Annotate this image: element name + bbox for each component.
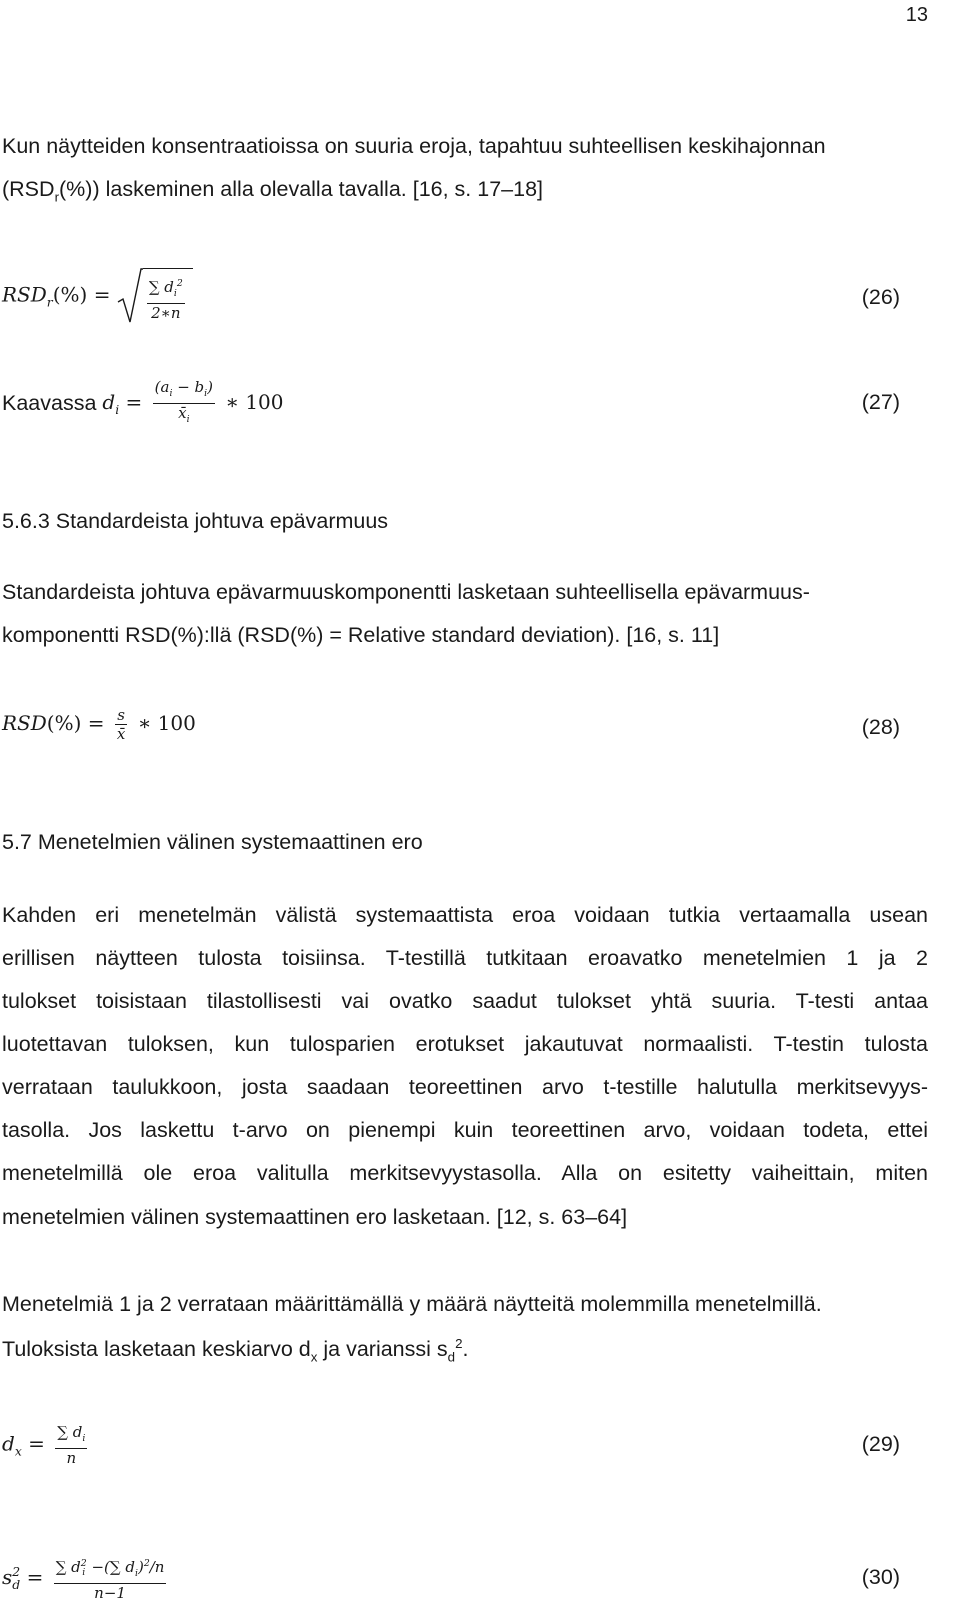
para-compare-line-1: Menetelmiä 1 ja 2 verrataan määrittämällä y määrä näytteitä molemmilla menetelmillä. bbox=[2, 1292, 822, 1316]
eq28-fraction: $\frac{s}{x̄}$ bbox=[116, 706, 126, 743]
section-heading-5-6-3: 5.6.3 Standardeista johtuva epävarmuus bbox=[2, 509, 389, 533]
equation-28-number: (28) bbox=[861, 715, 900, 739]
eq26-fraction: $\frac{\sum d_i^2}{2∗n}$ bbox=[143, 268, 193, 326]
intro-line-1: Kun näytteiden konsentraatioissa on suuria eroja, tapahtuu suhteellisen keskihajonnan bbox=[2, 134, 826, 158]
equation-28: RSD(%) = $\frac{s}{x̄}$ ∗ 100 bbox=[2, 706, 196, 743]
eq30-fraction: ∑ d 2 i −(∑ $d_i)^2/n$ n−1 bbox=[54, 1555, 167, 1602]
intro-line-2: $(RSD_r(\%))$ laskeminen alla olevalla tavalla. [16, s. 17–18] bbox=[2, 177, 544, 205]
para-563-line-2: komponentti RSD(%):llä (RSD(%) = Relative standard deviation). [16, s. 11] bbox=[2, 623, 720, 647]
para-57-line-2: erillisen näytteen tulosta toisiinsa. T-testillä tutkitaan eroavatko menetelmien 1 ja 2 bbox=[2, 946, 928, 970]
eq29-fraction: $\frac{\sum d_i}{n}$ bbox=[57, 1423, 86, 1467]
para-57-line-8: menetelmien välinen systemaattinen ero lasketaan. [12, s. 63–64] bbox=[2, 1205, 628, 1229]
square-root-icon bbox=[117, 266, 143, 326]
section-heading-5-7: 5.7 Menetelmien välinen systemaattinen ero bbox=[2, 830, 423, 854]
para-compare-line-2: Tuloksista lasketaan keskiarvo $d_x$ ja varianssi $s_d^2$. bbox=[2, 1336, 469, 1365]
equation-29-number: (29) bbox=[861, 1432, 900, 1456]
para-57-line-7: menetelmillä ole eroa valitulla merkitsevyystasolla. Alla on esitetty vaiheittain, miten bbox=[2, 1161, 928, 1185]
para-57-line-4: luotettavan tuloksen, kun tulosparien erotukset jakautuvat normaalisti. T-testin tulosta bbox=[2, 1032, 928, 1056]
equation-27-number: (27) bbox=[861, 390, 900, 414]
equation-26: $RSD_r(\%)$ = $\frac{\sum d_i^2}{2∗n}$ bbox=[2, 266, 193, 326]
square-root bbox=[117, 266, 193, 326]
equation-30-number: (30) bbox=[861, 1565, 900, 1589]
para-57-line-1: Kahden eri menetelmän välistä systemaattista eroa voidaan tutkia vertaamalla usean bbox=[2, 903, 928, 927]
equation-30: s 2 d = ∑ d 2 i −(∑ $d_i)^2/n$ n−1 bbox=[2, 1555, 170, 1602]
para-57-line-6: tasolla. Jos laskettu t-arvo on pienempi kuin teoreettinen arvo, voidaan todeta, ettei bbox=[2, 1118, 928, 1142]
eq27-fraction: $\frac{(a_i - b_i)}{x̄_i}$ bbox=[154, 378, 214, 425]
equation-27: Kaavassa $d_i$ = $\frac{(a_i - b_i)}{x̄_i}$ ∗ 100 bbox=[2, 378, 284, 429]
para-57-line-5: verrataan taulukkoon, josta saadaan teoreettinen arvo t-testille halutulla merkitsevyys- bbox=[2, 1075, 928, 1099]
para-57-line-3: tulokset toisistaan tilastollisesti vai ovatko saadut tulokset yhtä suuria. T-testi antaa bbox=[2, 989, 928, 1013]
equation-29: $d_x$ = $\frac{\sum d_i}{n}$ bbox=[2, 1423, 86, 1467]
para-563-line-1: Standardeista johtuva epävarmuuskomponentti lasketaan suhteellisella epävarmuus- bbox=[2, 580, 810, 604]
page-number: 13 bbox=[905, 4, 928, 26]
equation-26-number: (26) bbox=[861, 285, 900, 309]
